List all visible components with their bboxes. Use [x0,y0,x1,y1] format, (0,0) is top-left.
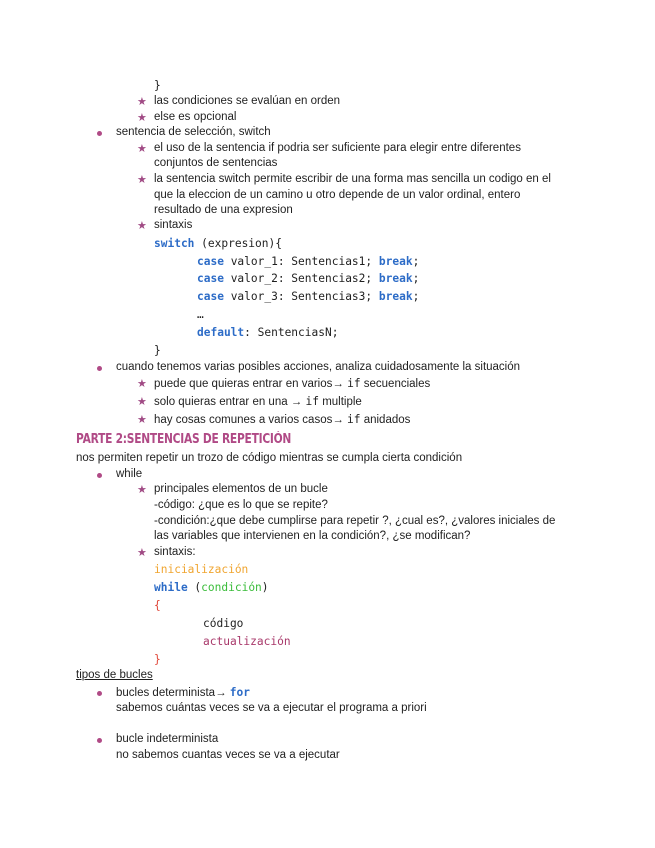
list-item-continuation: sabemos cuántas veces se va a ejecutar el programa a priori [116,702,427,714]
code-text: (expresion){ [194,237,282,250]
code-line [197,289,419,304]
code-keyword: for [229,686,250,699]
list-item [154,394,362,410]
close-brace: } [154,79,161,92]
star-icon: ★ [137,173,147,186]
close-brace: } [154,344,161,357]
code-line [154,580,269,595]
list-item: cuando tenemos varias posibles acciones, analiza cuidadosamente la situación [116,361,521,373]
list-item-continuation: no sabemos cuantas veces se va a ejecutar [116,749,340,761]
code-line [154,236,282,251]
dot-icon [97,691,102,696]
text: puede que quieras entrar en varios→ [154,378,348,390]
list-item: las condiciones se evalúan en orden [154,95,341,107]
code-line: … [197,308,204,321]
list-item: sentencia de selección, switch [116,126,271,138]
dot-icon [97,366,102,371]
inline-code: if [347,377,361,390]
code-keyword: case [197,290,224,303]
code-line [197,325,338,340]
star-icon: ★ [137,483,147,496]
list-item: la sentencia switch permite escribir de una forma mas sencilla un codigo en el [154,173,551,185]
subheading: tipos de bucles [76,669,153,681]
list-item [154,412,410,428]
code-text: valor_3: Sentencias3; [223,290,379,303]
code-text: : SentenciasN; [244,326,339,339]
code-keyword: default [197,326,245,339]
text: hay cosas comunes a varios casos→ [154,414,348,426]
list-item-continuation: las variables que intervienen en la condición?, ¿se modifican? [154,530,471,542]
star-icon: ★ [137,95,147,108]
list-item: sintaxis [154,219,193,231]
text: solo quieras entrar en una → [154,396,306,408]
text: multiple [319,396,362,408]
code-text: ) [261,581,269,594]
star-icon: ★ [137,395,147,408]
dot-icon [97,473,102,478]
star-icon: ★ [137,546,147,559]
code-keyword: break [378,255,413,268]
inline-code: if [347,413,361,426]
code-text: ; [412,255,420,268]
code-line: código [203,617,244,630]
list-item: sintaxis: [154,546,196,558]
code-text: ; [412,272,420,285]
code-condition: condición [201,581,262,594]
star-icon: ★ [137,111,147,124]
star-icon: ★ [137,142,147,155]
list-item [154,376,430,392]
code-keyword: case [197,255,224,268]
list-item-continuation: -condición:¿que debe cumplirse para repetir ?, ¿cual es?, ¿valores iniciales de [154,515,556,527]
list-item: bucle indeterminista [116,733,219,745]
dot-icon [97,738,102,743]
code-text: ; [412,290,420,303]
code-text: valor_1: Sentencias1; [223,255,379,268]
list-item: else es opcional [154,111,237,123]
code-keyword: switch [154,237,195,250]
list-item: el uso de la sentencia if podria ser suficiente para elegir entre diferentes [154,142,521,154]
section-heading: PARTE 2:SENTENCIAS DE REPETICIÓN [76,432,292,447]
list-item: principales elementos de un bucle [154,483,328,495]
list-item-continuation: -código: ¿que es lo que se repite? [154,499,328,511]
code-line: actualización [203,635,291,648]
star-icon: ★ [137,413,147,426]
code-line [197,254,419,269]
text: secuenciales [360,378,431,390]
code-line: } [154,653,161,666]
code-keyword: while [154,581,188,594]
code-line: inicialización [154,563,249,576]
code-keyword: case [197,272,224,285]
code-keyword: break [378,272,413,285]
text: bucles determinista→ [116,687,230,699]
star-icon: ★ [137,219,147,232]
code-line: { [154,599,161,612]
list-item-continuation: conjuntos de sentencias [154,157,278,169]
code-text: valor_2: Sentencias2; [223,272,379,285]
code-line [197,271,419,286]
list-item-continuation: que la eleccion de un camino u otro depende de un valor ordinal, entero [154,189,521,201]
paragraph: nos permiten repetir un trozo de código mientras se cumpla cierta condición [76,452,463,464]
code-text: ( [187,581,202,594]
star-icon: ★ [137,377,147,390]
list-item: while [116,468,143,480]
code-keyword: break [378,290,413,303]
inline-code: if [305,395,319,408]
list-item [116,685,250,701]
list-item-continuation: resultado de una expresion [154,204,293,216]
dot-icon [97,131,102,136]
text: anidados [360,414,411,426]
